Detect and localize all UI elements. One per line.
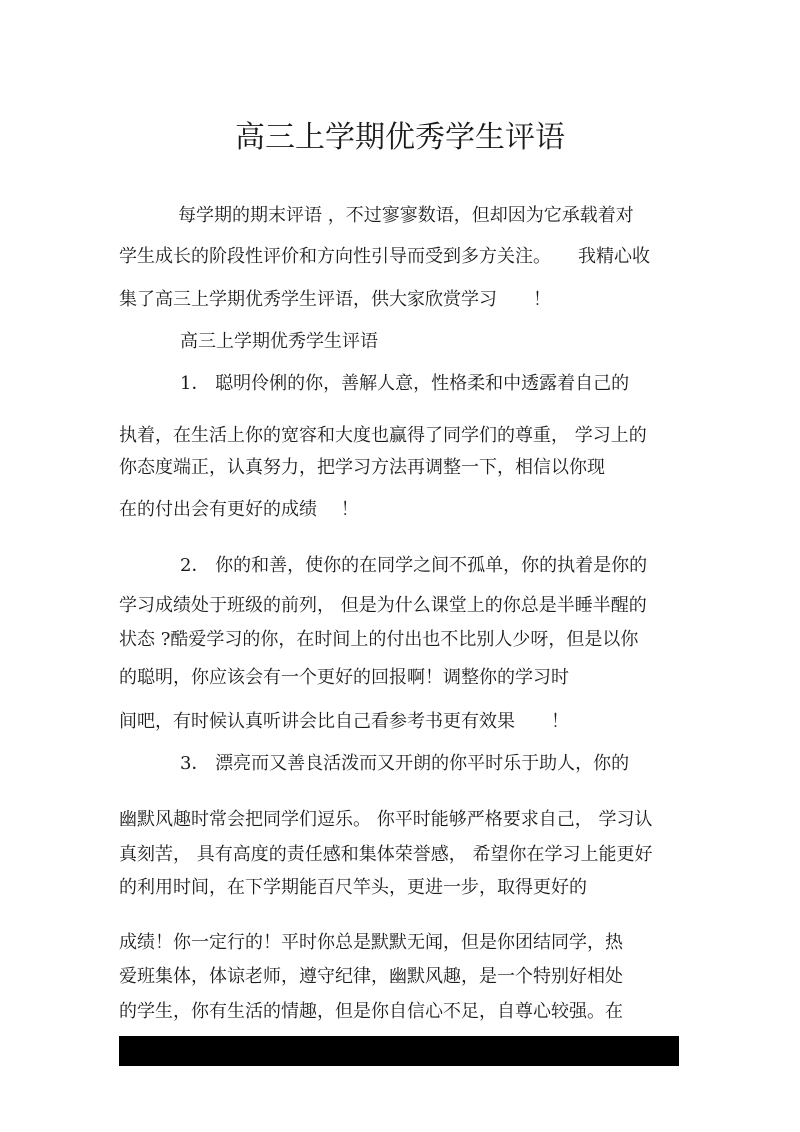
paragraph-line: 爱班集体，体谅老师，遵守纪律，幽默风趣，是一个特别好相处 <box>119 966 623 987</box>
paragraph-line: 在的付出会有更好的成绩 ！ <box>119 499 359 520</box>
paragraph-line: 状态 ?酷爱学习的你，在时间上的付出也不比别人少呀，但是以你 <box>119 629 639 650</box>
paragraph-line: 真刻苦， 具有高度的责任感和集体荣誉感， 希望你在学习上能更好 <box>119 844 653 865</box>
paragraph-line: 成绩！你一定行的！平时你总是默默无闻，但是你团结同学，热 <box>119 932 623 953</box>
paragraph-line: 集了高三上学期优秀学生评语，供大家欣赏学习 ！ <box>119 289 551 310</box>
paragraph-line: 的学生，你有生活的情趣，但是你自信心不足，自尊心较强。在 <box>119 1001 623 1022</box>
paragraph-line: 每学期的期末评语 ，不过寥寥数语，但却因为它承载着对 <box>178 205 634 226</box>
paragraph-line: 学生成长的阶段性评价和方向性引导而受到多方关注。 我精心收 <box>119 246 650 267</box>
paragraph-line: 3． 漂亮而又善良活泼而又开朗的你平时乐于助人，你的 <box>180 753 630 774</box>
section-heading: 高三上学期优秀学生评语 <box>180 331 378 352</box>
paragraph-line: 2． 你的和善，使你的在同学之间不孤单，你的执着是你的 <box>180 555 648 576</box>
redaction-bar <box>119 1036 679 1066</box>
paragraph-line: 幽默风趣时常会把同学们逗乐。 你平时能够严格要求自己， 学习认 <box>119 809 653 830</box>
paragraph-line: 间吧，有时候认真听讲会比自己看参考书更有效果 ！ <box>119 711 569 732</box>
paragraph-line: 你态度端正，认真努力，把学习方法再调整一下，相信以你现 <box>119 457 605 478</box>
paragraph-line: 学习成绩处于班级的前列， 但是为什么课堂上的你总是半睡半醒的 <box>119 595 647 616</box>
paragraph-line: 执着，在生活上你的宽容和大度也赢得了同学们的尊重， 学习上的 <box>119 425 647 446</box>
paragraph-line: 的聪明，你应该会有一个更好的回报啊！调整你的学习时 <box>119 667 569 688</box>
page-title: 高三上学期优秀学生评语 <box>235 120 565 155</box>
paragraph-line: 的利用时间，在下学期能百尺竿头，更进一步，取得更好的 <box>119 877 587 898</box>
paragraph-line: 1． 聪明伶俐的你，善解人意，性格柔和中透露着自己的 <box>180 373 630 394</box>
